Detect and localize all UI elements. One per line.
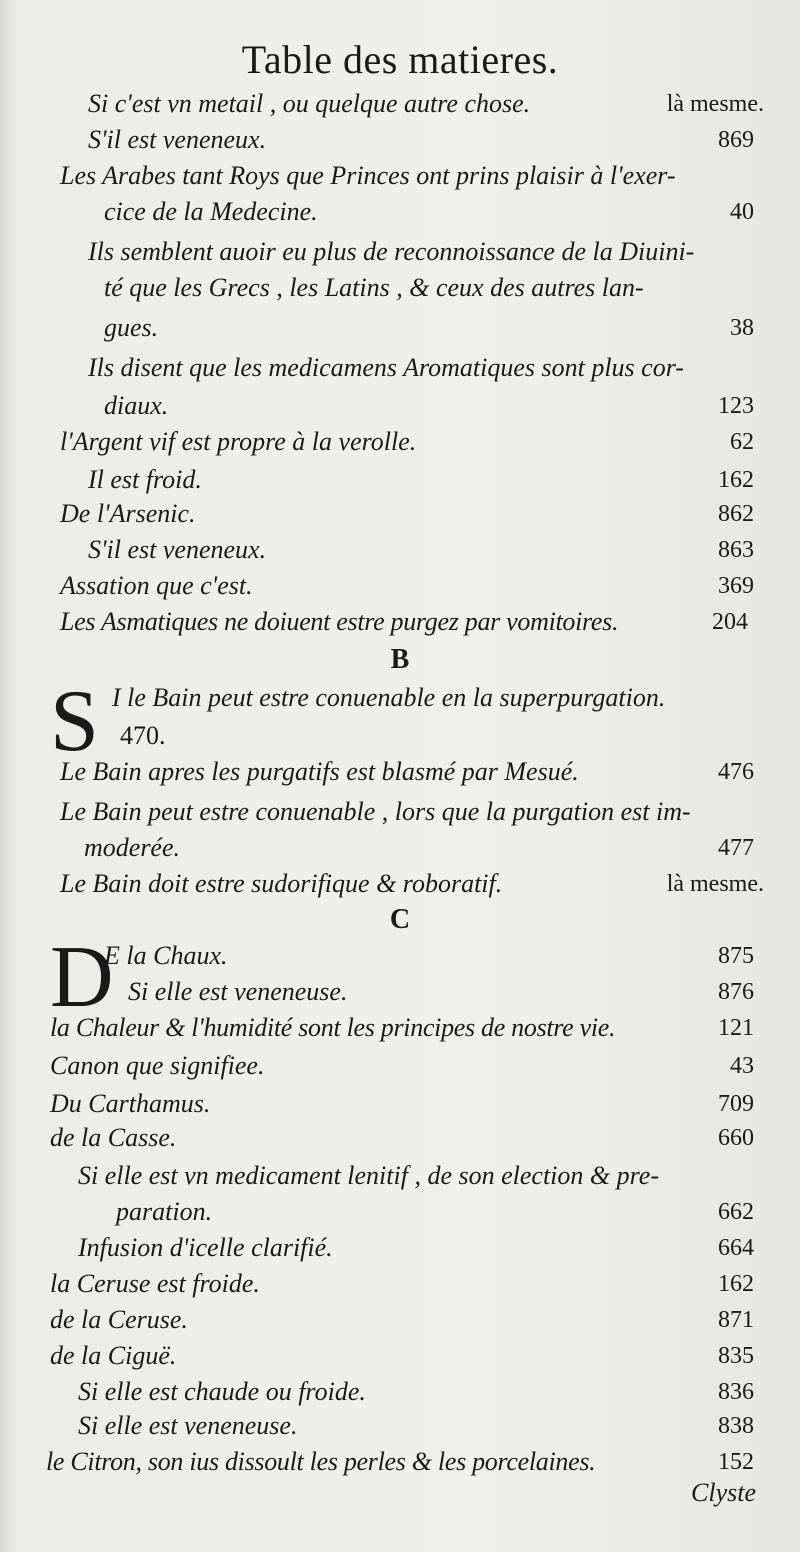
index-line: Si elle est chaude ou froide. 836 (0, 1374, 800, 1410)
index-line: S'il est veneneux. 869 (0, 122, 800, 158)
page-ref: 476 (718, 759, 754, 785)
index-line: Assation que c'est. 369 (0, 568, 800, 604)
index-line: 470. (120, 721, 166, 750)
catchword: Clyste (691, 1478, 756, 1507)
index-line: de la Casse. 660 (0, 1120, 800, 1156)
section-letter-c: C (389, 904, 411, 935)
index-line: Si elle est veneneuse. 838 (0, 1408, 800, 1444)
page-ref: 836 (718, 1379, 754, 1405)
section-letter-b: B (390, 644, 410, 675)
index-line: Si c'est vn metail , ou quelque autre chose. là mesme. (0, 86, 800, 122)
page-ref: 162 (718, 1271, 754, 1297)
index-line: Si elle est vn medicament lenitif , de son election & pre- (78, 1161, 659, 1190)
page-ref: 662 (718, 1199, 754, 1225)
drop-cap-s: S (50, 673, 99, 770)
index-line: diaux. 123 (0, 388, 800, 424)
page-ref: 123 (718, 393, 754, 419)
page-ref: 204 (712, 609, 748, 635)
index-line: Le Bain doit estre sudorifique & roboratif. là mesme. (0, 866, 800, 902)
page-ref: 40 (730, 199, 754, 225)
page-ref: là mesme. (666, 91, 764, 117)
index-line: Si elle est veneneuse. 876 (0, 974, 800, 1010)
page-ref: 838 (718, 1413, 754, 1439)
page-ref: 660 (718, 1125, 754, 1151)
index-line: S'il est veneneux. 863 (0, 532, 800, 568)
page-ref: 664 (718, 1235, 754, 1261)
index-line: Les Asmatiques ne doiuent estre purgez par vomitoires. 204 (0, 604, 800, 640)
index-line: paration. 662 (0, 1194, 800, 1230)
index-line: la Chaleur & l'humidité sont les principes de nostre vie. 121 (0, 1010, 800, 1046)
index-line: De l'Arsenic. 862 (0, 496, 800, 532)
page-ref: 871 (718, 1307, 754, 1333)
index-line: de la Ciguë. 835 (0, 1338, 800, 1374)
index-line: la Ceruse est froide. 162 (0, 1266, 800, 1302)
index-line: gues. 38 (0, 310, 800, 346)
index-line: de la Ceruse. 871 (0, 1302, 800, 1338)
index-line: Le Bain apres les purgatifs est blasmé par Mesué. 476 (0, 754, 800, 790)
index-line: Infusion d'icelle clarifié. 664 (0, 1230, 800, 1266)
index-line: l'Argent vif est propre à la verolle. 62 (0, 424, 800, 460)
page-ref: 121 (718, 1015, 754, 1041)
index-line: té que les Grecs , les Latins , & ceux des autres lan- (104, 273, 644, 302)
index-line: Ils semblent auoir eu plus de reconnoissance de la Diuini- (88, 237, 695, 266)
index-line: Le Bain peut estre conuenable , lors que la purgation est im- (60, 797, 691, 826)
index-line: Du Carthamus. 709 (0, 1086, 800, 1122)
drop-cap-d: D (50, 929, 114, 1026)
index-line: cice de la Medecine. 40 (0, 194, 800, 230)
index-line: E la Chaux. 875 (0, 938, 800, 974)
page-ref: 43 (730, 1053, 754, 1079)
index-line: I le Bain peut estre conuenable en la superpurgation. (112, 683, 666, 712)
page-ref: 38 (730, 315, 754, 341)
page-ref: 162 (718, 467, 754, 493)
index-line: le Citron, son ius dissoult les perles & les porcelaines. 152 (0, 1444, 800, 1480)
page-ref: 869 (718, 127, 754, 153)
page-ref: 875 (718, 943, 754, 969)
page-ref: 152 (718, 1449, 754, 1475)
index-line: Il est froid. 162 (0, 462, 800, 498)
page-title: Table des matieres. (241, 37, 559, 82)
index-line: Canon que signifiee. 43 (0, 1048, 800, 1084)
index-line: Ils disent que les medicamens Aromatiques sont plus cor- (88, 353, 684, 382)
page-ref: 835 (718, 1343, 754, 1369)
page-ref: 876 (718, 979, 754, 1005)
page-ref: 709 (718, 1091, 754, 1117)
index-line: Les Arabes tant Roys que Princes ont prins plaisir à l'exer- (60, 161, 676, 190)
page-ref: 369 (718, 573, 754, 599)
page-ref: 862 (718, 501, 754, 527)
index-line: moderée. 477 (0, 830, 800, 866)
page-ref: 477 (718, 835, 754, 861)
page-ref: 863 (718, 537, 754, 563)
page-ref: là mesme. (666, 871, 764, 897)
page-ref: 62 (730, 429, 754, 455)
